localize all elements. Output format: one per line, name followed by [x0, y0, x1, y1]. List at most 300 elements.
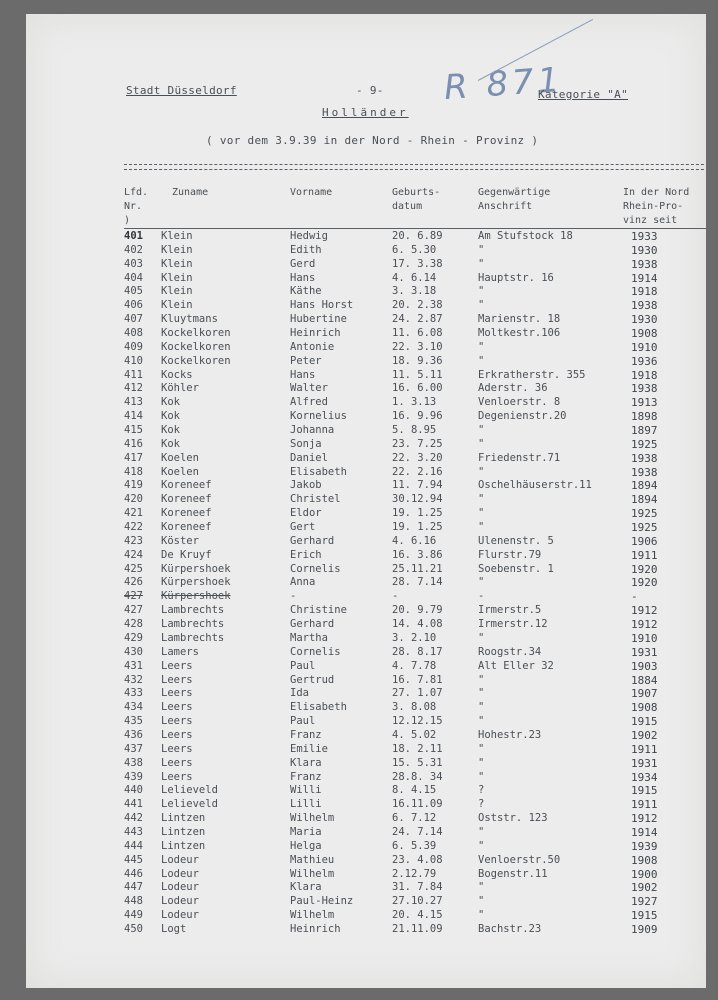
- cell-residence-since: 1925: [631, 521, 658, 535]
- cell-firstname: Käthe: [290, 285, 322, 298]
- cell-residence-since: 1914: [631, 825, 658, 839]
- cell-row-number: 418: [124, 465, 143, 478]
- cell-residence-since: 1925: [631, 507, 658, 521]
- cell-address: Moltkestr.106: [478, 327, 561, 340]
- cell-birth-date: 18. 9.36: [392, 354, 443, 367]
- cell-firstname: Antonie: [290, 340, 335, 353]
- cell-firstname: Wilhelm: [290, 867, 335, 880]
- cell-address: ": [478, 493, 485, 506]
- cell-row-number: 449: [124, 909, 143, 922]
- cell-row-number: 406: [124, 299, 143, 312]
- cell-row-number: 443: [124, 825, 143, 838]
- cell-residence-since: 1930: [631, 313, 658, 327]
- cell-address: ": [478, 437, 485, 450]
- cell-address: Alt Eller 32: [478, 659, 554, 672]
- cell-address: Roogstr.34: [478, 645, 542, 658]
- cell-birth-date: 19. 1.25: [392, 507, 443, 520]
- cell-surname: Lambrechts: [161, 631, 225, 644]
- cell-birth-date: 3. 3.18: [392, 285, 437, 298]
- cell-residence-since: 1902: [631, 728, 658, 742]
- cell-residence-since: 1933: [631, 230, 658, 243]
- cell-birth-date: 4. 5.02: [392, 728, 437, 741]
- cell-residence-since: 1902: [631, 881, 658, 895]
- cell-surname: Leers: [161, 715, 193, 728]
- cell-address: -: [478, 590, 485, 603]
- cell-birth-date: 28. 8.17: [392, 645, 443, 658]
- cell-residence-since: 1910: [631, 631, 658, 645]
- cell-firstname: Willi: [290, 784, 322, 797]
- cell-firstname: Lilli: [290, 798, 322, 811]
- cell-row-number: 413: [124, 396, 143, 409]
- cell-firstname: Hubertine: [290, 313, 347, 326]
- cell-residence-since: 1930: [631, 243, 658, 257]
- cell-address: ?: [478, 798, 485, 811]
- cell-row-number: 428: [124, 618, 143, 631]
- cell-residence-since: 1920: [631, 562, 658, 576]
- cell-address: Soebenstr. 1: [478, 562, 554, 575]
- cell-row-number: 415: [124, 424, 143, 437]
- cell-firstname: Franz: [290, 728, 322, 741]
- cell-residence-since: 1907: [631, 687, 658, 701]
- table-row: [124, 618, 706, 632]
- table-row: [124, 452, 706, 466]
- cell-birth-date: 21.11.09: [392, 922, 443, 935]
- cell-residence-since: 1915: [631, 784, 658, 798]
- cell-surname: Logt: [161, 922, 187, 935]
- cell-surname: Kluytmans: [161, 313, 218, 326]
- cell-residence-since: 1894: [631, 493, 658, 507]
- cell-residence-since: 1931: [631, 756, 658, 770]
- cell-surname: Koelen: [161, 451, 199, 464]
- cell-surname: Köhler: [161, 382, 199, 395]
- cell-residence-since: 1912: [631, 812, 658, 826]
- page-subtitle: ( vor dem 3.9.39 in der Nord - Rhein - Provinz ): [206, 134, 539, 147]
- cell-firstname: Eldor: [290, 507, 322, 520]
- table-row: [124, 521, 706, 535]
- cell-address: ": [478, 507, 485, 520]
- cell-residence-since: 1920: [631, 576, 658, 590]
- table-row: [124, 854, 706, 868]
- table-row: [124, 535, 706, 549]
- cell-birth-date: 11. 6.08: [392, 327, 443, 340]
- cell-birth-date: 14. 4.08: [392, 618, 443, 631]
- cell-firstname: Walter: [290, 382, 328, 395]
- cell-row-number: 432: [124, 673, 143, 686]
- cell-residence-since: 1918: [631, 285, 658, 299]
- table-row: [124, 923, 706, 937]
- cell-firstname: Heinrich: [290, 327, 341, 340]
- cell-birth-date: 28.8. 34: [392, 770, 443, 783]
- table-row: [124, 355, 706, 369]
- cell-address: Hauptstr. 16: [478, 271, 554, 284]
- cell-birth-date: 16. 3.86: [392, 548, 443, 561]
- cell-residence-since: 1897: [631, 424, 658, 438]
- cell-surname: Kok: [161, 424, 180, 437]
- cell-residence-since: 1918: [631, 368, 658, 382]
- cell-surname: Kockelkoren: [161, 327, 231, 340]
- cell-surname: Klein: [161, 271, 193, 284]
- cell-row-number: 444: [124, 839, 143, 852]
- cell-surname: Lodeur: [161, 881, 199, 894]
- cell-address: ": [478, 881, 485, 894]
- cell-address: Bachstr.23: [478, 922, 542, 935]
- cell-address: Oststr. 123: [478, 812, 548, 825]
- cell-surname: De Kruyf: [161, 548, 212, 561]
- cell-row-number: 416: [124, 437, 143, 450]
- category-label: Kategorie "A": [538, 88, 628, 101]
- cell-row-number: 420: [124, 493, 143, 506]
- cell-row-number: 450: [124, 922, 143, 935]
- cell-firstname: Paul-Heinz: [290, 895, 354, 908]
- cell-firstname: Christel: [290, 493, 341, 506]
- cell-residence-since: 1915: [631, 715, 658, 729]
- header-divider: [124, 169, 706, 170]
- table-row: [124, 604, 706, 618]
- cell-surname: Lodeur: [161, 909, 199, 922]
- table-row: [124, 507, 706, 521]
- cell-birth-date: 16.11.09: [392, 798, 443, 811]
- cell-row-number: 433: [124, 687, 143, 700]
- cell-residence-since: 1912: [631, 618, 658, 632]
- cell-row-number: 436: [124, 728, 143, 741]
- cell-residence-since: 1938: [631, 465, 658, 479]
- cell-surname: Klein: [161, 230, 193, 242]
- cell-residence-since: 1912: [631, 604, 658, 618]
- column-header-surname: Zuname: [172, 187, 209, 198]
- cell-row-number: 427: [124, 590, 143, 603]
- table-row: [124, 646, 706, 660]
- cell-birth-date: 3. 8.08: [392, 701, 437, 714]
- cell-residence-since: 1900: [631, 867, 658, 881]
- cell-firstname: Paul: [290, 715, 316, 728]
- cell-residence-since: 1938: [631, 382, 658, 396]
- cell-birth-date: 19. 1.25: [392, 521, 443, 534]
- cell-firstname: Heinrich: [290, 922, 341, 935]
- cell-residence-since: 1936: [631, 354, 658, 368]
- table-row: [124, 382, 706, 396]
- cell-address: Irmerstr.5: [478, 604, 542, 617]
- cell-surname: Koelen: [161, 465, 199, 478]
- cell-surname: Leers: [161, 770, 193, 783]
- table-row: [124, 715, 706, 729]
- cell-surname: Kok: [161, 437, 180, 450]
- cell-address: Ulenenstr. 5: [478, 534, 554, 547]
- cell-row-number: 442: [124, 812, 143, 825]
- cell-residence-since: 1910: [631, 340, 658, 354]
- table-row: [124, 632, 706, 646]
- cell-residence-since: 1909: [631, 922, 658, 936]
- cell-firstname: Peter: [290, 354, 322, 367]
- table-row: [124, 826, 706, 840]
- cell-residence-since: 1931: [631, 645, 658, 659]
- cell-firstname: Klara: [290, 881, 322, 894]
- cell-birth-date: 11. 7.94: [392, 479, 443, 492]
- table-row: [124, 299, 706, 313]
- cell-row-number: 422: [124, 521, 143, 534]
- cell-address: ": [478, 673, 485, 686]
- cell-address: Am Stufstock 18: [478, 230, 573, 242]
- cell-address: Oschelhäuserstr.11: [478, 479, 592, 492]
- cell-surname: Lintzen: [161, 839, 206, 852]
- table-row: [124, 272, 706, 286]
- cell-surname: Lelieveld: [161, 784, 218, 797]
- cell-firstname: Cornelis: [290, 562, 341, 575]
- table-row: [124, 590, 706, 604]
- table-row: [124, 563, 706, 577]
- cell-address: ": [478, 243, 485, 256]
- cell-surname: Kocks: [161, 368, 193, 381]
- cell-surname: Leers: [161, 659, 193, 672]
- cell-address: ": [478, 576, 485, 589]
- cell-residence-since: 1938: [631, 257, 658, 271]
- cell-firstname: Sonja: [290, 437, 322, 450]
- cell-row-number: 423: [124, 534, 143, 547]
- city-heading: Stadt Düsseldorf: [126, 84, 237, 97]
- cell-firstname: Hedwig: [290, 230, 328, 242]
- cell-birth-date: 17. 3.38: [392, 257, 443, 270]
- table-row: [124, 840, 706, 854]
- table-header-rule: [124, 228, 706, 229]
- cell-firstname: Gert: [290, 521, 316, 534]
- cell-row-number: 441: [124, 798, 143, 811]
- cell-birth-date: -: [392, 590, 399, 603]
- cell-surname: Klein: [161, 299, 193, 312]
- cell-firstname: Martha: [290, 631, 328, 644]
- cell-surname: Kok: [161, 410, 180, 423]
- cell-row-number: 414: [124, 410, 143, 423]
- cell-firstname: Emilie: [290, 742, 328, 755]
- cell-surname: Koreneef: [161, 521, 212, 534]
- cell-birth-date: 20. 6.89: [392, 230, 443, 242]
- table-row: [124, 327, 706, 341]
- cell-address: ": [478, 756, 485, 769]
- cell-firstname: Ida: [290, 687, 309, 700]
- cell-row-number: 446: [124, 867, 143, 880]
- cell-birth-date: 27.10.27: [392, 895, 443, 908]
- cell-row-number: 447: [124, 881, 143, 894]
- cell-surname: Lambrechts: [161, 618, 225, 631]
- cell-residence-since: 1911: [631, 798, 658, 812]
- cell-surname: Lelieveld: [161, 798, 218, 811]
- cell-surname: Kürpershoek: [161, 576, 231, 589]
- cell-birth-date: 24. 7.14: [392, 825, 443, 838]
- pencil-annotation: R 871: [442, 59, 565, 109]
- cell-birth-date: 24. 2.87: [392, 313, 443, 326]
- cell-firstname: Helga: [290, 839, 322, 852]
- cell-surname: Leers: [161, 701, 193, 714]
- table-row: [124, 743, 706, 757]
- cell-firstname: Elisabeth: [290, 465, 347, 478]
- cell-residence-since: 1938: [631, 299, 658, 313]
- table-row: [124, 895, 706, 909]
- cell-residence-since: 1903: [631, 659, 658, 673]
- cell-firstname: Kornelius: [290, 410, 347, 423]
- cell-firstname: Johanna: [290, 424, 335, 437]
- cell-row-number: 401: [124, 230, 143, 242]
- table-row: [124, 424, 706, 438]
- cell-row-number: 424: [124, 548, 143, 561]
- cell-row-number: 417: [124, 451, 143, 464]
- cell-residence-since: 1939: [631, 839, 658, 853]
- cell-surname: Leers: [161, 673, 193, 686]
- column-header-address: Gegenwärtige Anschrift: [478, 187, 551, 212]
- column-header-since: In der Nord Rhein-Pro- vinz seit: [623, 187, 690, 226]
- cell-address: ": [478, 354, 485, 367]
- table-row: [124, 784, 706, 798]
- cell-row-number: 408: [124, 327, 143, 340]
- register-table: [124, 230, 706, 937]
- cell-surname: Lintzen: [161, 825, 206, 838]
- cell-birth-date: 2.12.79: [392, 867, 437, 880]
- table-row: [124, 798, 706, 812]
- cell-row-number: 407: [124, 313, 143, 326]
- cell-surname: Kürpershoek: [161, 562, 231, 575]
- cell-firstname: Erich: [290, 548, 322, 561]
- cell-residence-since: 1884: [631, 673, 658, 687]
- cell-birth-date: 25.11.21: [392, 562, 443, 575]
- cell-row-number: 421: [124, 507, 143, 520]
- cell-address: ": [478, 521, 485, 534]
- cell-firstname: Wilhelm: [290, 812, 335, 825]
- cell-birth-date: 6. 5.39: [392, 839, 437, 852]
- cell-row-number: 435: [124, 715, 143, 728]
- cell-firstname: Paul: [290, 659, 316, 672]
- table-row: [124, 493, 706, 507]
- cell-address: ": [478, 825, 485, 838]
- cell-firstname: Cornelis: [290, 645, 341, 658]
- cell-birth-date: 20. 2.38: [392, 299, 443, 312]
- cell-birth-date: 18. 2.11: [392, 742, 443, 755]
- cell-address: ": [478, 299, 485, 312]
- cell-row-number: 402: [124, 243, 143, 256]
- cell-row-number: 419: [124, 479, 143, 492]
- table-row: [124, 881, 706, 895]
- cell-row-number: 403: [124, 257, 143, 270]
- cell-row-number: 426: [124, 576, 143, 589]
- cell-firstname: -: [290, 590, 297, 603]
- table-row: [124, 466, 706, 480]
- cell-row-number: 429: [124, 631, 143, 644]
- cell-surname: Leers: [161, 742, 193, 755]
- cell-surname: Klein: [161, 257, 193, 270]
- cell-firstname: Elisabeth: [290, 701, 347, 714]
- cell-address: ": [478, 257, 485, 270]
- cell-residence-since: 1925: [631, 437, 658, 451]
- table-row: [124, 812, 706, 826]
- cell-address: Flurstr.79: [478, 548, 542, 561]
- cell-residence-since: 1911: [631, 742, 658, 756]
- cell-surname: Köster: [161, 534, 199, 547]
- table-row: [124, 674, 706, 688]
- cell-birth-date: 4. 7.78: [392, 659, 437, 672]
- table-row: [124, 410, 706, 424]
- cell-birth-date: 16. 9.96: [392, 410, 443, 423]
- cell-firstname: Anna: [290, 576, 316, 589]
- cell-surname: Kürpershoek: [161, 590, 231, 603]
- cell-birth-date: 6. 7.12: [392, 812, 437, 825]
- table-row: [124, 341, 706, 355]
- cell-surname: Leers: [161, 687, 193, 700]
- cell-address: ": [478, 465, 485, 478]
- cell-address: Degenienstr.20: [478, 410, 567, 423]
- table-row: [124, 549, 706, 563]
- table-row: [124, 285, 706, 299]
- cell-address: Hohestr.23: [478, 728, 542, 741]
- cell-residence-since: 1934: [631, 770, 658, 784]
- cell-residence-since: 1915: [631, 909, 658, 923]
- cell-firstname: Gerd: [290, 257, 316, 270]
- cell-surname: Klein: [161, 243, 193, 256]
- table-row: [124, 479, 706, 493]
- cell-firstname: Edith: [290, 243, 322, 256]
- cell-row-number: 425: [124, 562, 143, 575]
- cell-row-number: 430: [124, 645, 143, 658]
- cell-surname: Kockelkoren: [161, 354, 231, 367]
- cell-surname: Lodeur: [161, 853, 199, 866]
- cell-firstname: Daniel: [290, 451, 328, 464]
- table-row: [124, 757, 706, 771]
- cell-address: ": [478, 631, 485, 644]
- table-row: [124, 909, 706, 923]
- cell-residence-since: 1938: [631, 451, 658, 465]
- cell-birth-date: 30.12.94: [392, 493, 443, 506]
- cell-birth-date: 20. 4.15: [392, 909, 443, 922]
- cell-firstname: Gerhard: [290, 618, 335, 631]
- cell-row-number: 410: [124, 354, 143, 367]
- page-title: Holländer: [322, 106, 409, 119]
- cell-address: ?: [478, 784, 485, 797]
- table-row: [124, 660, 706, 674]
- cell-surname: Koreneef: [161, 493, 212, 506]
- cell-birth-date: 4. 6.16: [392, 534, 437, 547]
- cell-surname: Lamers: [161, 645, 199, 658]
- cell-residence-since: 1908: [631, 701, 658, 715]
- cell-row-number: 440: [124, 784, 143, 797]
- cell-address: Venloerstr.50: [478, 853, 561, 866]
- cell-firstname: Jakob: [290, 479, 322, 492]
- table-row: [124, 313, 706, 327]
- cell-residence-since: 1914: [631, 271, 658, 285]
- cell-address: ": [478, 909, 485, 922]
- cell-surname: Koreneef: [161, 479, 212, 492]
- cell-firstname: Hans Horst: [290, 299, 354, 312]
- cell-birth-date: 3. 2.10: [392, 631, 437, 644]
- table-row: [124, 687, 706, 701]
- cell-row-number: 411: [124, 368, 143, 381]
- cell-row-number: 434: [124, 701, 143, 714]
- cell-address: Irmerstr.12: [478, 618, 548, 631]
- cell-residence-since: 1898: [631, 410, 658, 424]
- cell-birth-date: 1. 3.13: [392, 396, 437, 409]
- cell-surname: Koreneef: [161, 507, 212, 520]
- cell-firstname: Klara: [290, 756, 322, 769]
- cell-firstname: Gerhard: [290, 534, 335, 547]
- page-number: - 9-: [356, 84, 384, 97]
- cell-birth-date: 4. 6.14: [392, 271, 437, 284]
- cell-address: Marienstr. 18: [478, 313, 561, 326]
- cell-address: Bogenstr.11: [478, 867, 548, 880]
- cell-surname: Leers: [161, 756, 193, 769]
- table-row: [124, 868, 706, 882]
- cell-surname: Lintzen: [161, 812, 206, 825]
- table-row: [124, 701, 706, 715]
- cell-surname: Kok: [161, 396, 180, 409]
- document-page: [26, 14, 706, 988]
- cell-birth-date: 16. 7.81: [392, 673, 443, 686]
- cell-firstname: Gertrud: [290, 673, 335, 686]
- table-row: [124, 369, 706, 383]
- cell-residence-since: 1908: [631, 853, 658, 867]
